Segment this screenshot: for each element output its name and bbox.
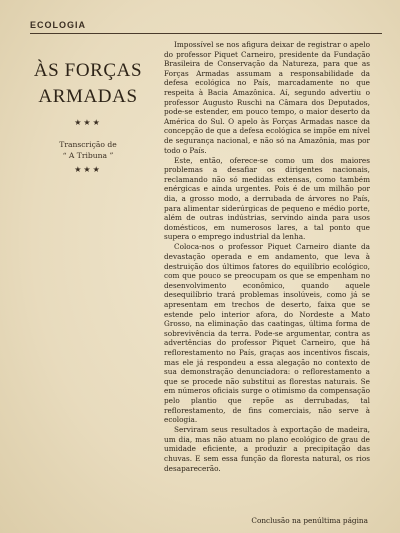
article-body [164, 40, 370, 474]
title-line-1: ÀS FORÇAS [33, 60, 143, 81]
stars-ornament-top: ★★★ [74, 118, 102, 127]
paragraph-2: Este, então, oferece-se como um dos maiores problemas a desafiar os dirigentes nacionais, reclamando não só medidas extensas, como também enérgicas e ainda urgentes. Pois é de um milhão por dia, a grosso modo, a derrubada de árvores no País, para alimentar siderúrgicas de pequeno e médio porte, além de outras indústrias, servindo ainda para usos domésticos, em numerosos lares, a tal ponto que supera o emprego industrial da lenha. [164, 155, 370, 242]
section-header: ECOLOGIA [30, 20, 87, 30]
source-line-1: Transcrição de [59, 140, 117, 149]
article-title [24, 58, 152, 110]
source-line-2: “ A Tribuna ” [62, 151, 114, 160]
title-block [24, 58, 152, 175]
paragraph-3: Coloca-nos o professor Piquet Carneiro diante da devastação operada e em andamento, que leva à destruição dos últimos fatores do equilíbrio ecológico, com que pouco se preocupam os que se empenham no desenvolvimento econômico, quando aquele desequilíbrio trará problemas insolúveis, como já se apresentam em trechos de deserto, faixa que se estende pelo interior afora, do Nordeste a Mato Grosso, na eliminação das caatingas, última forma de sobrevivência da terra. Pode-se argumentar, contra as advertências do professor Piquet Carneiro, que há reflorestamento no País, graças aos incentivos fiscais, mas ele já respondeu a essa alegação no contexto de sua demonstração denunciadora: o reflorestamento a que se procede não substitui as florestas naturais. Se em números oficiais surge o otimismo da compensação pelo plantio que repõe as derrubadas, tal reflorestamento, de fins comerciais, não serve à ecologia. [164, 242, 370, 425]
continuation-note: Conclusão na penúltima página [251, 516, 368, 525]
title-line-2: ARMADAS [38, 86, 138, 107]
stars-ornament-bottom: ★★★ [74, 165, 102, 174]
source-credit [24, 139, 152, 175]
paragraph-4: Serviram seus resultados à exportação de madeira, um dia, mas não atuam no plano ecológico de grau de umidade eficiente, a produzir a precipitação das chuvas. E sem essa função da floresta natural, os rios desaparecerão. [164, 425, 370, 473]
header-rule [30, 33, 382, 34]
paragraph-1: Impossível se nos afigura deixar de registrar o apelo do professor Piquet Carneiro, presidente da Fundação Brasileira de Conservação da Natureza, para que as Forças Armadas assumam a responsabilidade da defesa ecológica no País, marcadamente no que respeita à Bacia Amazônica. Aí, segundo advertiu o professor Augusto Ruschi na Câmara dos Deputados, pode-se estender, em pouco tempo, o maior deserto da América do Sul. O apelo às Forças Armadas nasce da concepção de que a defesa ecológica se impõe em nível de segurança nacional, e não só na Amazônia, mas por todo o País. [164, 40, 370, 155]
